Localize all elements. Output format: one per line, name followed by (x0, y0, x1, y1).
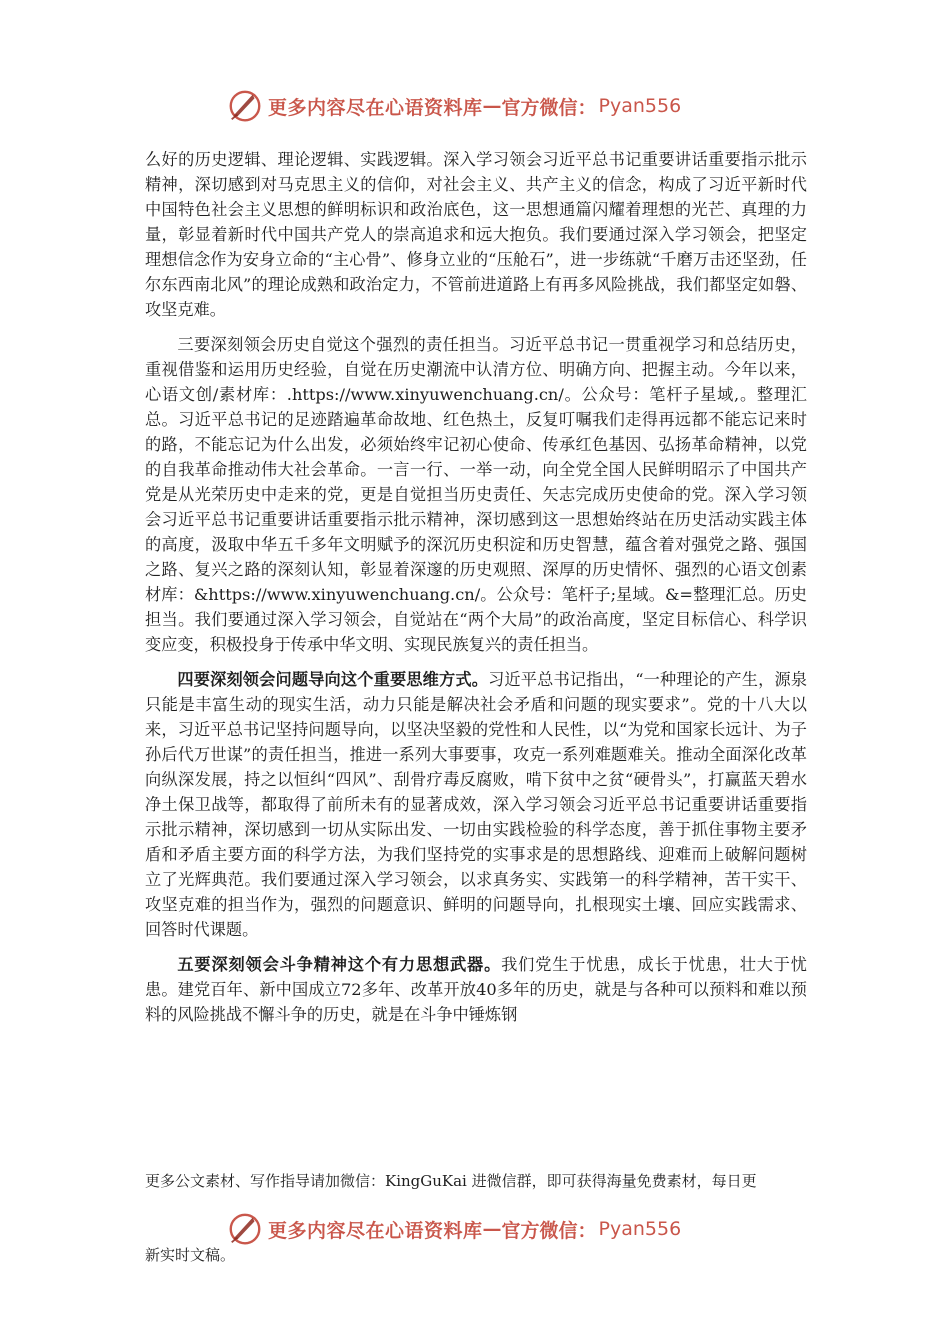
paragraph-text: 我们党生于忧患，成长于忧患，壮大于忧患。建党百年、新中国成立72多年、改革开放40多年的历史，就是与各种可以预料和难以预料的风险挑战不懈斗争的历史，就是在斗争中锤炼钢 (145, 955, 807, 1024)
paragraph-text: 习近平总书记指出，“一种理论的产生，源泉只能是丰富生动的现实生活，动力只能是解决社会矛盾和问题的现实要求”。党的十八大以来，习近平总书记坚持问题导向，以坚决坚毅的党性和人民性，以“为党和国家长远计、为子孙后代万世谋”的责任担当，推进一系列大事要事，攻克一系列难题难关。推动全面深化改革向纵深发展，持之以恒纠“四风”、刮骨疗毒反腐败，啃下贫中之贫“硬骨头”，打赢蓝天碧水净土保卫战等，都取得了前所未有的显著成效，深入学习领会习近平总书记重要讲话重要指示批示精神，深切感到一切从实际出发、一切由实践检验的科学态度，善于抓住事物主要矛盾和矛盾主要方面的科学方法，为我们坚持党的实事求是的思想路线、迎难而上破解问题树立了光辉典范。我们要通过深入学习领会，以求真务实、实践第一的科学精神，苦干实干、攻坚克难的担当作为，强烈的问题意识、鲜明的问题导向，扎根现实土壤、回应实践需求、回答时代课题。 (145, 670, 808, 939)
footer-banner (226, 1207, 736, 1251)
paragraph-lead: 三要深刻领会历史自觉这个强烈的责任担当。 (177, 335, 509, 354)
banner-wechat-id: Pyan556 (598, 1218, 682, 1240)
banner-separator: — (482, 95, 502, 117)
banner-title: 更多内容尽在心语资料库 (268, 96, 483, 119)
quill-logo-icon (226, 1210, 264, 1248)
banner-wechat-label: 官方微信： (501, 96, 597, 119)
paragraph-2 (145, 332, 807, 657)
paragraph-1 (145, 147, 807, 322)
footer-note: 更多公文素材、写作指导请加微信：KingGuKai 进微信群，即可获得海量免费素材，每日更 (145, 1172, 757, 1190)
banner-wechat-id: Pyan556 (598, 95, 682, 117)
paragraph-lead: 五要深刻领会斗争精神这个有力思想武器。 (177, 955, 502, 974)
footer-tail: 新实时文稿。 (145, 1246, 236, 1264)
banner-title: 更多内容尽在心语资料库 (268, 1219, 483, 1242)
header-banner (226, 84, 736, 128)
banner-wechat-label: 官方微信： (501, 1219, 597, 1242)
paragraph-text: 么好的历史逻辑、理论逻辑、实践逻辑。深入学习领会习近平总书记重要讲话重要指示批示精神，深切感到对马克思主义的信仰，对社会主义、共产主义的信念，构成了习近平新时代中国特色社会主义思想的鲜明标识和政治底色，这一思想通篇闪耀着理想的光芒、真理的力量，彰显着新时代中国共产党人的崇高追求和远大抱负。我们要通过深入学习领会，把坚定理想信念作为安身立命的“主心骨”、修身立业的“压舱石”，进一步练就“千磨万击还坚劲，任尔东西南北风”的理论成熟和政治定力，不管前进道路上有再多风险挑战，我们都坚定如磐、攻坚克难。 (145, 150, 807, 319)
document-body (145, 147, 807, 1037)
quill-logo-icon (226, 87, 264, 125)
paragraph-lead: 四要深刻领会问题导向这个重要思维方式。 (177, 670, 489, 689)
banner-separator: — (482, 1218, 502, 1240)
paragraph-4 (145, 952, 807, 1027)
paragraph-3 (145, 667, 807, 942)
paragraph-text: 习近平总书记一贯重视学习和总结历史，重视借鉴和运用历史经验，自觉在历史潮流中认清方位、明确方向、把握主动。今年以来，心语文创/素材库：.https://www.xinyuwenchuang.cn/。公众号：笔杆子星域,。整理汇总。习近平总书记的足迹踏遍革命故地、红色热土，反复叮嘱我们走得再远都不能忘记来时的路，不能忘记为什么出发，必须始终牢记初心使命、传承红色基因、弘扬革命精神，以党的自我革命推动伟大社会革命。一言一行、一举一动，向全党全国人民鲜明昭示了中国共产党是从光荣历史中走来的党，更是自觉担当历史责任、矢志完成历史使命的党。深入学习领会习近平总书记重要讲话重要指示批示精神，深切感到这一思想始终站在历史活动实践主体的高度，汲取中华五千多年文明赋予的深沉历史积淀和历史智慧，蕴含着对强党之路、强国之路、复兴之路的深刻认知，彰显着深邃的历史观照、深厚的历史情怀、强烈的心语文创素材库：&https://www.xinyuwenchuang.cn/。公众号：笔杆子;星域。&=整理汇总。历史担当。我们要通过深入学习领会，自觉站在“两个大局”的政治高度，坚定目标信心、科学识变应变，积极投身于传承中华文明、实现民族复兴的责任担当。 (145, 335, 807, 654)
